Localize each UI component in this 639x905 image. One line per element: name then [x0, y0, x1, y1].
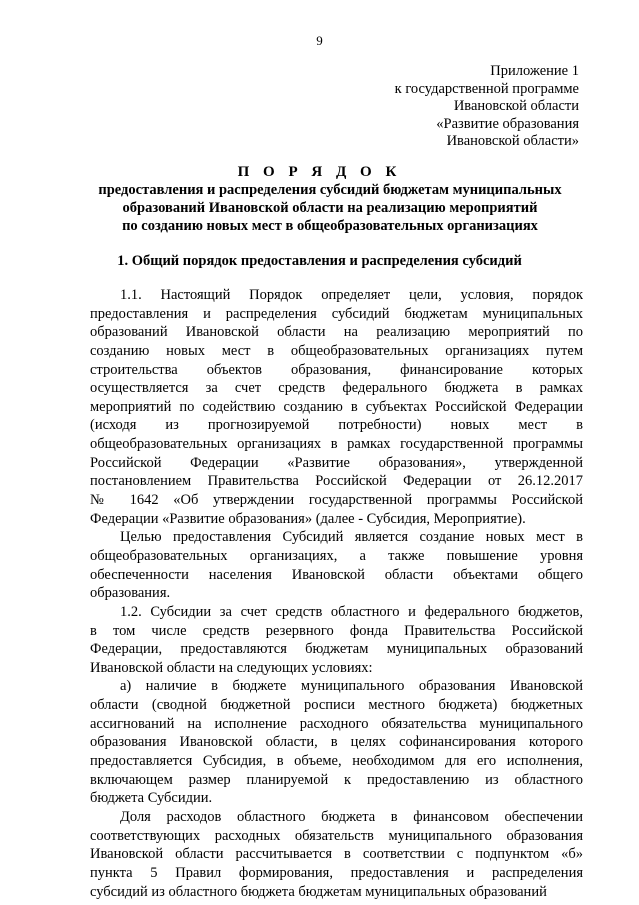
page-number: 9	[316, 33, 323, 48]
paragraph-p1	[90, 286, 583, 528]
paragraph-line: 1.2. Субсидии за счет средств областного и федерального бюджетов,	[120, 603, 583, 620]
appendix-line: Приложение 1	[490, 63, 579, 79]
document-title: П О Р Я Д О К	[237, 164, 402, 180]
paragraph-line: ассигнований на исполнение расходного обязательства муниципального	[90, 715, 583, 732]
paragraph-line: а) наличие в бюджете муниципального образования Ивановской	[120, 678, 583, 695]
subtitle-line: образований Ивановской области на реализацию мероприятий	[122, 200, 538, 216]
paragraph-p5	[90, 808, 583, 901]
paragraph-line: 1.1. Настоящий Порядок определяет цели, условия, порядок	[120, 287, 583, 303]
appendix-line: Ивановской области	[453, 98, 579, 114]
body-text	[90, 286, 583, 901]
paragraph-line: области (сводной бюджетной росписи местного бюджета) бюджетных	[90, 697, 583, 714]
paragraph-line: предоставления и распределения субсидий бюджетам муниципальных	[90, 305, 583, 322]
paragraph-p3	[90, 603, 583, 678]
document-subtitle	[80, 181, 580, 235]
appendix-line: «Развитие образования	[436, 115, 579, 132]
paragraph-line: строительства объектов образования, финансирование которых	[90, 361, 583, 378]
appendix-block	[279, 63, 579, 151]
paragraph-line: Ивановской области рассчитывается в соответствии с подпунктом «б»	[90, 846, 583, 863]
paragraph-line: № 1642 «Об утверждении государственной программы Российской	[90, 492, 583, 509]
paragraph-line: Федерации «Развитие образования» (далее - Субсидия, Мероприятие).	[90, 510, 526, 527]
paragraph-line: Российской Федерации «Развитие образования», утвержденной	[90, 454, 583, 471]
paragraph-line: в том числе средств резервного фонда Правительства Российской	[90, 622, 583, 639]
paragraph-p4	[90, 677, 583, 807]
subtitle-line: по созданию новых мест в общеобразовательных организациях	[122, 218, 538, 234]
paragraph-line: мероприятий по содействию созданию в субъектах Российской Федерации	[90, 398, 583, 415]
paragraph-line: общеобразовательных организациях в рамках государственной программы	[90, 436, 583, 453]
paragraph-line: включающем размер планируемой к предоставлению из областного	[90, 771, 583, 788]
paragraph-line: соответствующих расходных обязательств муниципального образования	[90, 827, 583, 844]
paragraph-line: (исходя из прогнозируемой потребности) новых мест в	[90, 417, 583, 434]
paragraph-line: Ивановской области на следующих условиях:	[90, 659, 373, 676]
section-heading: 1. Общий порядок предоставления и распределения субсидий	[117, 253, 522, 269]
paragraph-line: Доля расходов областного бюджета в финансовом обеспечении	[120, 808, 583, 825]
paragraph-p2	[90, 528, 583, 603]
paragraph-line: обеспеченности населения Ивановской области объектами общего	[90, 566, 583, 583]
paragraph-line: Целью предоставления Субсидий является создание новых мест в	[120, 529, 583, 546]
paragraph-line: пункта 5 Правил формирования, предоставления и распределения	[90, 864, 583, 881]
paragraph-line: осуществляется за счет средств федерального бюджета в рамках	[90, 380, 583, 397]
paragraph-line: образования Ивановской области, в целях софинансирования которого	[90, 734, 583, 751]
paragraph-line: субсидий из областного бюджета бюджетам муниципальных образований	[90, 883, 547, 900]
paragraph-line: созданию новых мест в общеобразовательных организациях путем	[90, 342, 583, 359]
paragraph-line: Федерации, предоставляются бюджетам муниципальных образований	[90, 641, 583, 658]
paragraph-line: общеобразовательных организациях, а также повышение уровня	[90, 547, 583, 564]
subtitle-line: предоставления и распределения субсидий бюджетам муниципальных	[98, 182, 562, 198]
paragraph-line: образований Ивановской области на реализацию мероприятий по	[90, 324, 583, 341]
paragraph-line: бюджета Субсидии.	[90, 790, 213, 807]
paragraph-line: предоставляется Субсидия, в объеме, необходимом для его исполнения,	[90, 753, 583, 770]
appendix-line: к государственной программе	[394, 80, 579, 97]
paragraph-line: образования.	[90, 585, 171, 602]
appendix-line: Ивановской области»	[446, 133, 579, 149]
paragraph-line: постановлением Правительства Российской Федерации от 26.12.2017	[90, 473, 583, 490]
